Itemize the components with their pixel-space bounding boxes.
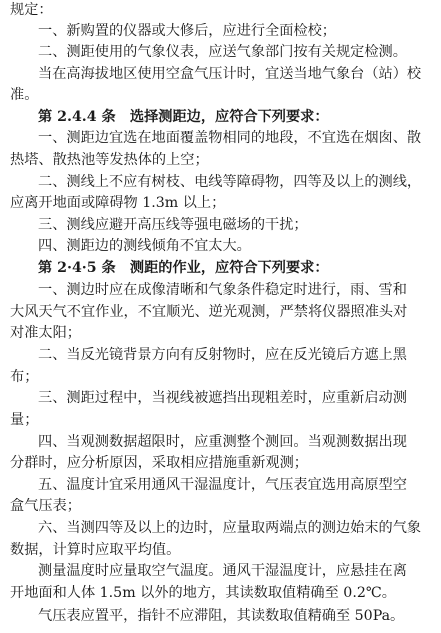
text-line: 四、当观测数据超限时，应重测整个测回。当观测数据出现 (38, 434, 407, 450)
article-heading: 第 2·4·5 条 测距的作业，应符合下列要求： (38, 260, 329, 276)
text-line: 盒气压表； (10, 498, 81, 514)
text-line: 量； (10, 412, 39, 428)
text-line: 四、测距边的测线倾角不宜太大。 (38, 238, 251, 254)
text-line: 五、温度计宜采用通风干湿温度计，气压表宜选用高原型空 (38, 477, 407, 493)
text-line: 三、测线应避开高压线等强电磁场的干扰； (38, 217, 308, 233)
text-line: 二、测线上不应有树枝、电线等障碍物，四等及以上的测线， (38, 174, 422, 190)
text-line: 一、测距边宜选在地面覆盖物相同的地段，不宜选在烟囱、散 (38, 130, 422, 146)
text-line: 大风天气不宜作业，不宜顺光、逆光观测，严禁将仪器照准头对 (10, 304, 408, 320)
text-line: 二、测距使用的气象仪表，应送气象部门按有关规定检测。 (38, 44, 407, 60)
text-line: 热塔、散热池等发热体的上空； (10, 152, 209, 168)
text-line: 应离开地面或障碍物 1.3m 以上； (10, 195, 226, 211)
text-line: 当在高海拔地区使用空盒气压计时，宜送当地气象台（站）校 (38, 66, 422, 82)
text-line: 六、当测四等及以上的边时，应量取两端点的测边始末的气象 (38, 520, 422, 536)
text-line: 二、当反光镜背景方向有反射物时，应在反光镜后方遮上黑 (38, 347, 407, 363)
text-line: 开地面和人体 1.5m 以外的地方，其读数取值精确至 0.2℃。 (10, 585, 396, 601)
text-line: 三、测距过程中，当视线被遮挡出现粗差时，应重新启动测 (38, 390, 407, 406)
text-line: 测量温度时应量取空气温度。通风干湿温度计，应悬挂在离 (38, 563, 407, 579)
article-heading: 第 2.4.4 条 选择测距边，应符合下列要求： (38, 109, 329, 125)
text-line: 分群时，应分析原因，采取相应措施重新观测； (10, 455, 308, 471)
text-line: 准。 (10, 87, 39, 103)
text-line: 一、测边时应在成像清晰和气象条件稳定时进行，雨、雪和 (38, 282, 407, 298)
text-line: 规定： (10, 2, 53, 18)
text-line: 气压表应置平，指针不应滞阻，其读数取值精确至 50Pa。 (38, 608, 405, 624)
text-line: 对准太阳； (10, 325, 81, 341)
text-line: 数据，计算时应取平均值。 (10, 542, 181, 558)
text-line: 布； (10, 369, 39, 385)
text-line: 一、新购置的仪器或大修后，应进行全面检校； (38, 23, 336, 39)
